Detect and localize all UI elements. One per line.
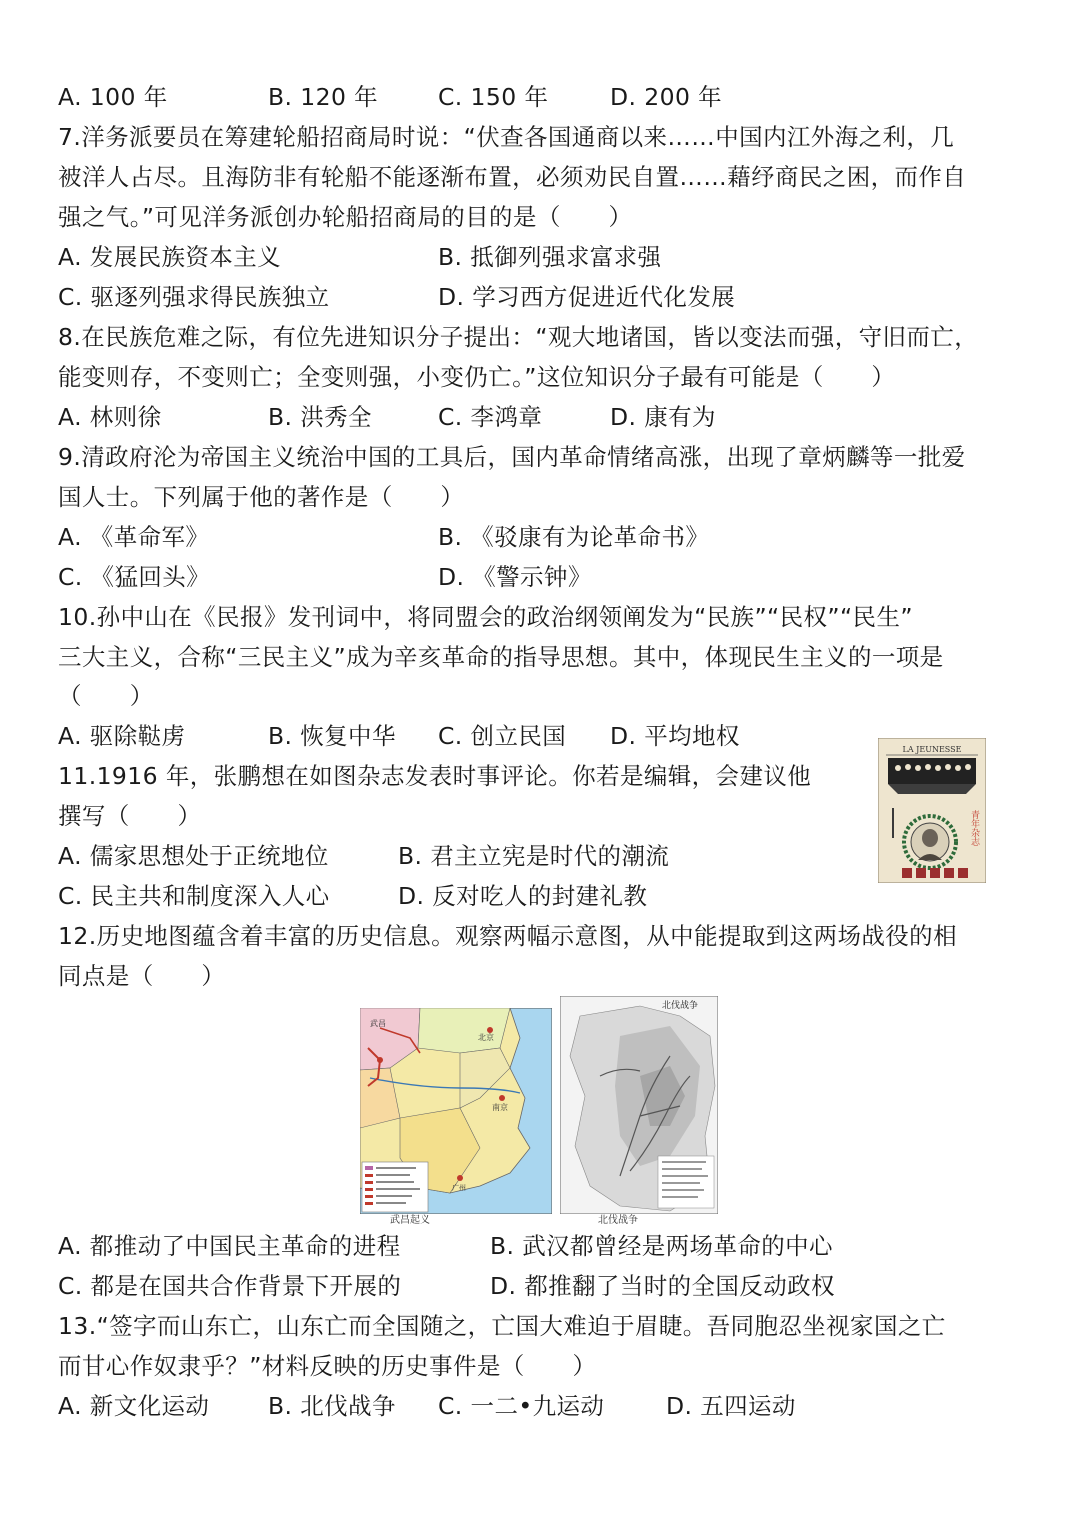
q12-option-b[interactable]: B. 武汉都曾经是两场革命的中心 bbox=[490, 1232, 833, 1260]
q8-stem-line: 能变则存，不变则亡；全变则强，小变仍亡。”这位知识分子最有可能是（ ） bbox=[58, 363, 896, 391]
q7-option-c[interactable]: C. 驱逐列强求得民族独立 bbox=[58, 283, 330, 311]
q9-option-b[interactable]: B. 《驳康有为论革命书》 bbox=[438, 523, 710, 551]
q13-option-d[interactable]: D. 五四运动 bbox=[666, 1392, 796, 1420]
map1-label: 武昌 bbox=[370, 1019, 386, 1028]
map1-label: 北京 bbox=[478, 1033, 494, 1042]
q7-option-d[interactable]: D. 学习西方促进近代化发展 bbox=[438, 283, 736, 311]
q9-stem-line: 国人士。下列属于他的著作是（ ） bbox=[58, 483, 465, 511]
q13-option-a[interactable]: A. 新文化运动 bbox=[58, 1392, 210, 1420]
magazine-header: LA JEUNESSE bbox=[902, 745, 962, 754]
q7-stem-line: 被洋人占尽。且海防非有轮船不能逐渐布置，必须劝民自置……藉纾商民之困，而作自 bbox=[58, 163, 967, 191]
q10-option-a[interactable]: A. 驱除鞑虏 bbox=[58, 722, 186, 750]
q11-option-d[interactable]: D. 反对吃人的封建礼教 bbox=[398, 882, 648, 910]
wuchang-uprising-map bbox=[360, 1008, 552, 1214]
q12-stem-line: 同点是（ ） bbox=[58, 962, 226, 990]
q7-option-b[interactable]: B. 抵御列强求富求强 bbox=[438, 243, 662, 271]
q11-option-c[interactable]: C. 民主共和制度深入人心 bbox=[58, 882, 330, 910]
q13-stem-line: 而甘心作奴隶乎？”材料反映的历史事件是（ ） bbox=[58, 1352, 597, 1380]
q6-option-c[interactable]: C. 150 年 bbox=[438, 83, 549, 111]
q6-option-a[interactable]: A. 100 年 bbox=[58, 83, 168, 111]
q13-stem-line: 13.“签字而山东亡，山东亡而全国随之，亡国大难迫于眉睫。吾同胞忍坐视家国之亡 bbox=[58, 1312, 946, 1340]
q11-stem-line: 11.1916 年，张鹏想在如图杂志发表时事评论。你若是编辑，会建议他 bbox=[58, 762, 812, 790]
q9-option-d[interactable]: D. 《警示钟》 bbox=[438, 563, 592, 591]
q8-option-c[interactable]: C. 李鸿章 bbox=[438, 403, 543, 431]
q12-option-d[interactable]: D. 都推翻了当时的全国反动政权 bbox=[490, 1272, 835, 1300]
q12-option-a[interactable]: A. 都推动了中国民主革命的进程 bbox=[58, 1232, 401, 1260]
map1-caption: 武昌起义 bbox=[390, 1215, 430, 1226]
map2-caption: 北伐战争 bbox=[598, 1215, 638, 1226]
magazine-title: 青年杂志 bbox=[969, 810, 979, 846]
q10-stem-line: 10.孙中山在《民报》发刊词中，将同盟会的政治纲领阐发为“民族”“民权”“民生” bbox=[58, 603, 913, 631]
q8-option-a[interactable]: A. 林则徐 bbox=[58, 403, 162, 431]
q11-option-b[interactable]: B. 君主立宪是时代的潮流 bbox=[398, 842, 670, 870]
q10-option-c[interactable]: C. 创立民国 bbox=[438, 722, 567, 750]
q10-option-b[interactable]: B. 恢复中华 bbox=[268, 722, 396, 750]
q7-option-a[interactable]: A. 发展民族资本主义 bbox=[58, 243, 282, 271]
q6-option-b[interactable]: B. 120 年 bbox=[268, 83, 379, 111]
q9-option-c[interactable]: C. 《猛回头》 bbox=[58, 563, 211, 591]
q6-option-d[interactable]: D. 200 年 bbox=[610, 83, 723, 111]
q11-stem-line: 撰写（ ） bbox=[58, 802, 202, 830]
q11-option-a[interactable]: A. 儒家思想处于正统地位 bbox=[58, 842, 329, 870]
q12-stem-line: 12.历史地图蕴含着丰富的历史信息。观察两幅示意图，从中能提取到这两场战役的相 bbox=[58, 922, 957, 950]
map1-label: 广州 bbox=[452, 1184, 466, 1192]
q7-stem-line: 强之气。”可见洋务派创办轮船招商局的目的是（ ） bbox=[58, 203, 633, 231]
map2-title: 北伐战争 bbox=[661, 1001, 699, 1011]
q12-option-c[interactable]: C. 都是在国共合作背景下开展的 bbox=[58, 1272, 402, 1300]
northern-expedition-map bbox=[560, 996, 718, 1214]
q10-stem-line: 三大主义，合称“三民主义”成为辛亥革命的指导思想。其中，体现民生主义的一项是 bbox=[58, 643, 944, 671]
q8-stem-line: 8.在民族危难之际，有位先进知识分子提出：“观大地诸国，皆以变法而强，守旧而亡， bbox=[58, 323, 979, 351]
q10-stem-line: （ ） bbox=[58, 682, 154, 710]
q10-option-d[interactable]: D. 平均地权 bbox=[610, 722, 740, 750]
q9-option-a[interactable]: A. 《革命军》 bbox=[58, 523, 210, 551]
magazine-cover-image bbox=[878, 738, 986, 883]
q13-option-b[interactable]: B. 北伐战争 bbox=[268, 1392, 396, 1420]
q13-option-c[interactable]: C. 一二•九运动 bbox=[438, 1392, 605, 1420]
q7-stem-line: 7.洋务派要员在筹建轮船招商局时说：“伏查各国通商以来……中国内江外海之利，几 bbox=[58, 123, 955, 151]
q9-stem-line: 9.清政府沦为帝国主义统治中国的工具后，国内革命情绪高涨，出现了章炳麟等一批爱 bbox=[58, 443, 966, 471]
q8-option-d[interactable]: D. 康有为 bbox=[610, 403, 716, 431]
map1-label: 南京 bbox=[492, 1103, 508, 1112]
q8-option-b[interactable]: B. 洪秀全 bbox=[268, 403, 372, 431]
